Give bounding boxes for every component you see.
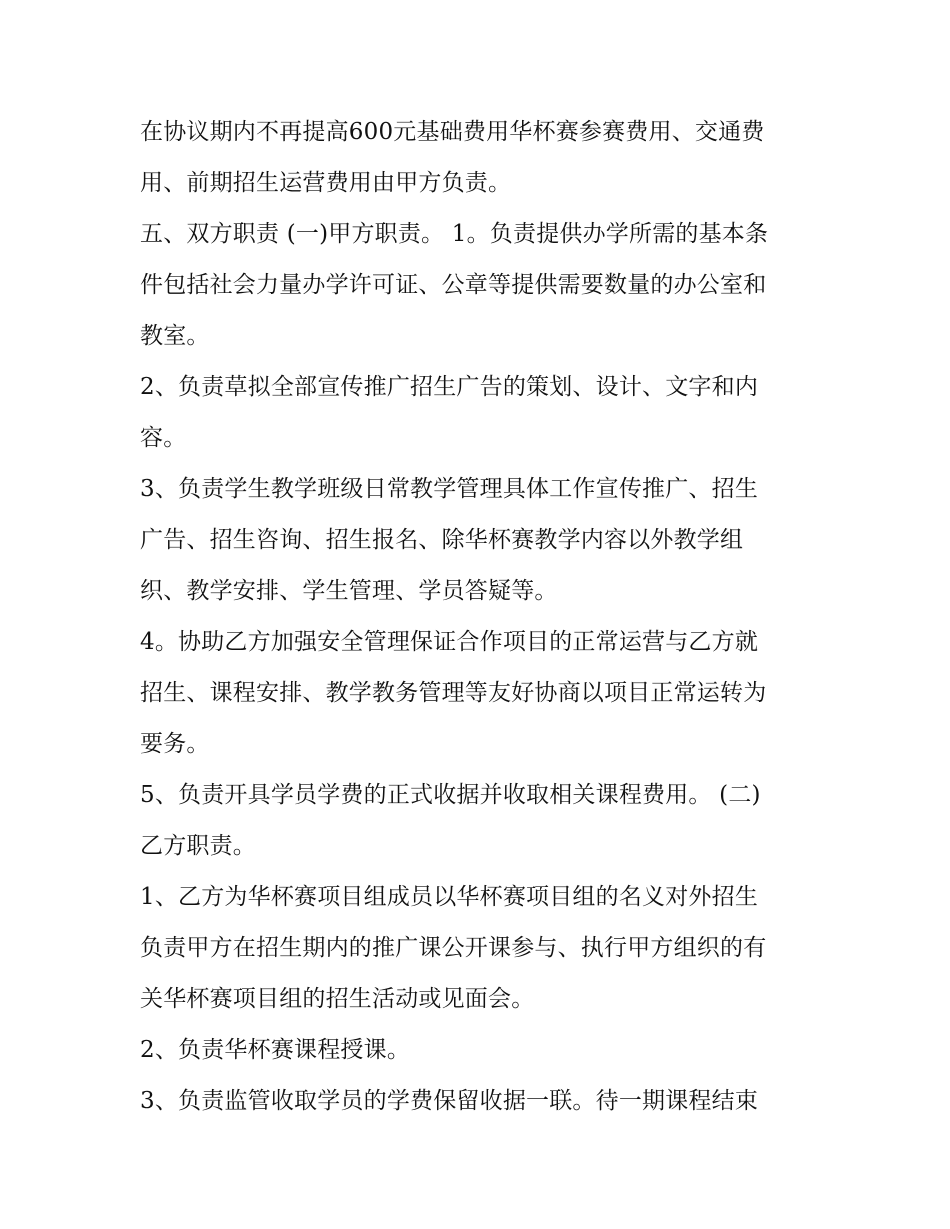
text-line: 教室。: [140, 323, 210, 349]
text-line: 3、负责学生教学班级日常教学管理具体工作宣传推广、招生: [140, 476, 759, 502]
text-line: 用、前期招生运营费用由甲方负责。: [140, 170, 512, 196]
text-line: 负责甲方在招生期内的推广课公开课参与、执行甲方组织的有: [140, 935, 767, 961]
text-line: 广告、招生咨询、招生报名、除华杯赛教学内容以外教学组: [140, 527, 744, 553]
text-line: 件包括社会力量办学许可证、公章等提供需要数量的办公室和: [140, 272, 767, 298]
text-line: 容。: [140, 425, 187, 451]
text-line: 3、负责监管收取学员的学费保留收据一联。待一期课程结束: [140, 1088, 759, 1114]
text-line: 1、乙方为华杯赛项目组成员以华杯赛项目组的名义对外招生: [140, 884, 759, 910]
text-line: 五、双方职责 (一)甲方职责。 1。负责提供办学所需的基本条: [140, 221, 769, 247]
document-body: [140, 107, 820, 1127]
text-line: 在协议期内不再提高600元基础费用华杯赛参赛费用、交通费: [140, 119, 765, 145]
text-line: 要务。: [140, 731, 210, 757]
text-line: 关华杯赛项目组的招生活动或见面会。: [140, 986, 535, 1012]
text-line: 织、教学安排、学生管理、学员答疑等。: [140, 578, 558, 604]
text-line: 2、负责华杯赛课程授课。: [140, 1037, 411, 1063]
text-line: 2、负责草拟全部宣传推广招生广告的策划、设计、文字和内: [140, 374, 759, 400]
text-line: 乙方职责。: [140, 833, 256, 859]
text-line: 5、负责开具学员学费的正式收据并收取相关课程费用。 (二): [140, 782, 761, 808]
text-line: 招生、课程安排、教学教务管理等友好协商以项目正常运转为: [140, 680, 767, 706]
text-line: 4。协助乙方加强安全管理保证合作项目的正常运营与乙方就: [140, 629, 759, 655]
